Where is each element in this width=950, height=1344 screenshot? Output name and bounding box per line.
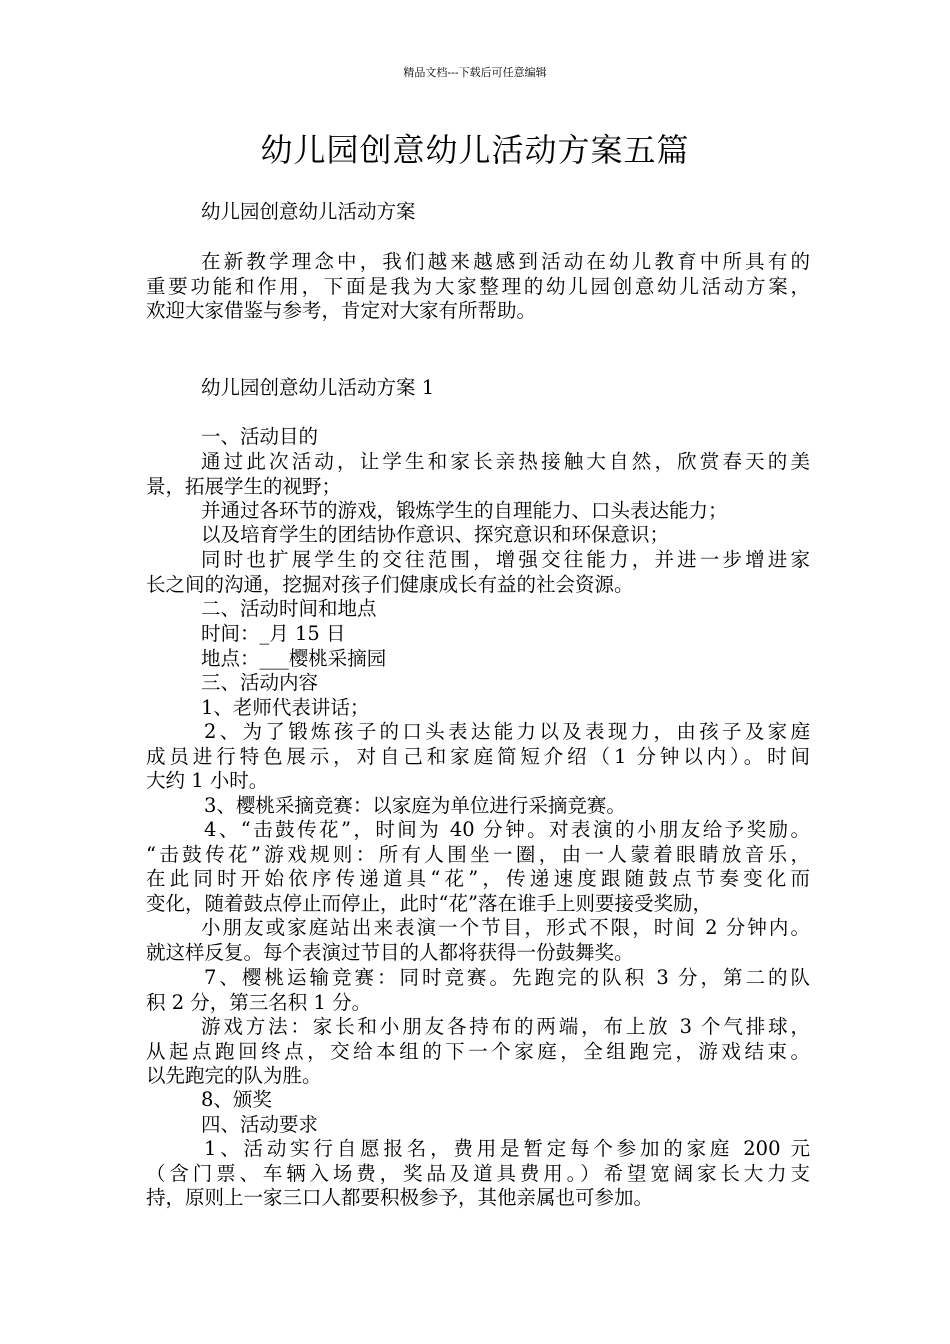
section-heading-4: [146, 1113, 810, 1138]
list-item: [146, 794, 810, 819]
place-line: [146, 647, 810, 672]
text-line: 小朋友或家庭站出来表演一个节目，形式不限，时间 2 分钟内。: [201, 916, 810, 939]
text-line: 一、活动目的: [201, 425, 319, 448]
list-item: [146, 696, 810, 721]
text-line: 四、活动要求: [201, 1113, 319, 1136]
text-line: 4、“击鼓传花”，时间为 40 分钟。对表演的小朋友给予奖励。: [204, 818, 810, 841]
document-title: 幼儿园创意幼儿活动方案五篇: [260, 131, 690, 169]
list-item: [146, 720, 810, 794]
paragraph: [146, 499, 810, 524]
text-line: 3、樱桃采摘竞赛：以家庭为单位进行采摘竞赛。: [204, 794, 626, 817]
paragraph: [146, 548, 810, 597]
text-line: 并通过各环节的游戏，锻炼学生的自理能力、口头表达能力；: [201, 499, 728, 522]
list-item: [146, 818, 810, 916]
text-line: 二、活动时间和地点: [201, 597, 377, 620]
text-line: 1、老师代表讲话；: [201, 696, 370, 719]
list-item: [146, 966, 810, 1015]
text-line: 以先跑完的队为胜。: [146, 1064, 322, 1087]
text-line: 长之间的沟通，挖掘对孩子们健康成长有益的社会资源。: [146, 572, 634, 596]
text-line: 1、活动实行自愿报名，费用是暂定每个参加的家庭 200 元: [204, 1137, 810, 1160]
text-line: 地点：___樱桃采摘园: [201, 647, 387, 670]
section-heading-2: [146, 597, 810, 622]
paragraph: [146, 916, 810, 965]
header-note: 精品文档---下载后可任意编辑: [403, 66, 547, 79]
text-line: 同时也扩展学生的交往范围，增强交往能力，并进一步增进家: [201, 548, 810, 571]
text-line: 7、樱桃运输竞赛：同时竞赛。先跑完的队积 3 分，第二的队: [204, 966, 810, 989]
text-line: 时间：_月 15 日: [201, 622, 346, 645]
text-line: 游戏方法：家长和小朋友各持布的两端，布上放 3 个气排球，: [201, 1015, 810, 1038]
paragraph: [146, 523, 810, 548]
text-line: 重要功能和作用，下面是我为大家整理的幼儿园创意幼儿活动方案，: [146, 274, 810, 298]
time-line: [146, 622, 810, 647]
text-line: 8、颁奖: [201, 1088, 272, 1111]
section-heading-3: [146, 671, 810, 696]
list-item: [146, 1088, 810, 1113]
text-line: 积 2 分，第三名积 1 分。: [146, 990, 372, 1014]
list-item: [146, 1137, 810, 1211]
text-line: 持，原则上一家三口人都要积极参予，其他亲属也可参加。: [146, 1186, 654, 1209]
text-line: 通过此次活动，让学生和家长亲热接触大自然，欣赏春天的美: [201, 450, 810, 473]
text-line: 幼儿园创意幼儿活动方案 1: [201, 376, 435, 399]
section-heading-1: [146, 425, 810, 450]
text-line: 以及培育学生的团结协作意识、探究意识和环保意识；: [201, 523, 670, 546]
text-line: 三、活动内容: [201, 671, 319, 694]
intro-paragraph: [146, 250, 810, 324]
text-line: 成员进行特色展示，对自己和家庭简短介绍（1 分钟以内）。时间: [146, 744, 810, 768]
text-line: 景，拓展学生的视野；: [146, 474, 342, 498]
text-line: 从起点跑回终点，交给本组的下一个家庭，全组跑完，游戏结束。: [146, 1039, 810, 1063]
text-line: 幼儿园创意幼儿活动方案: [201, 200, 416, 223]
text-line: 欢迎大家借鉴与参考，肯定对大家有所帮助。: [146, 299, 537, 322]
text-line: “击鼓传花”游戏规则：所有人围坐一圈，由一人蒙着眼睛放音乐，: [146, 842, 810, 866]
text-line: 就这样反复。每个表演过节目的人都将获得一份鼓舞奖。: [146, 940, 634, 964]
text-line: （含门票、车辆入场费，奖品及道具费用。）希望宽阔家长大力支: [146, 1161, 810, 1185]
paragraph: [146, 1015, 810, 1089]
text-line: 在此同时开始依序传递道具“花”，传递速度跟随鼓点节奏变化而: [146, 867, 810, 890]
plan1-heading: [146, 376, 810, 401]
text-line: 在新教学理念中，我们越来越感到活动在幼儿教育中所具有的: [201, 250, 810, 273]
text-line: 2、为了锻炼孩子的口头表达能力以及表现力，由孩子及家庭: [204, 720, 810, 743]
text-line: 大约 1 小时。: [146, 769, 269, 792]
text-line: 变化，随着鼓点停止而停止，此时“花”落在谁手上则要接受奖励，: [146, 891, 712, 915]
subtitle: [146, 200, 810, 225]
paragraph: [146, 450, 810, 499]
